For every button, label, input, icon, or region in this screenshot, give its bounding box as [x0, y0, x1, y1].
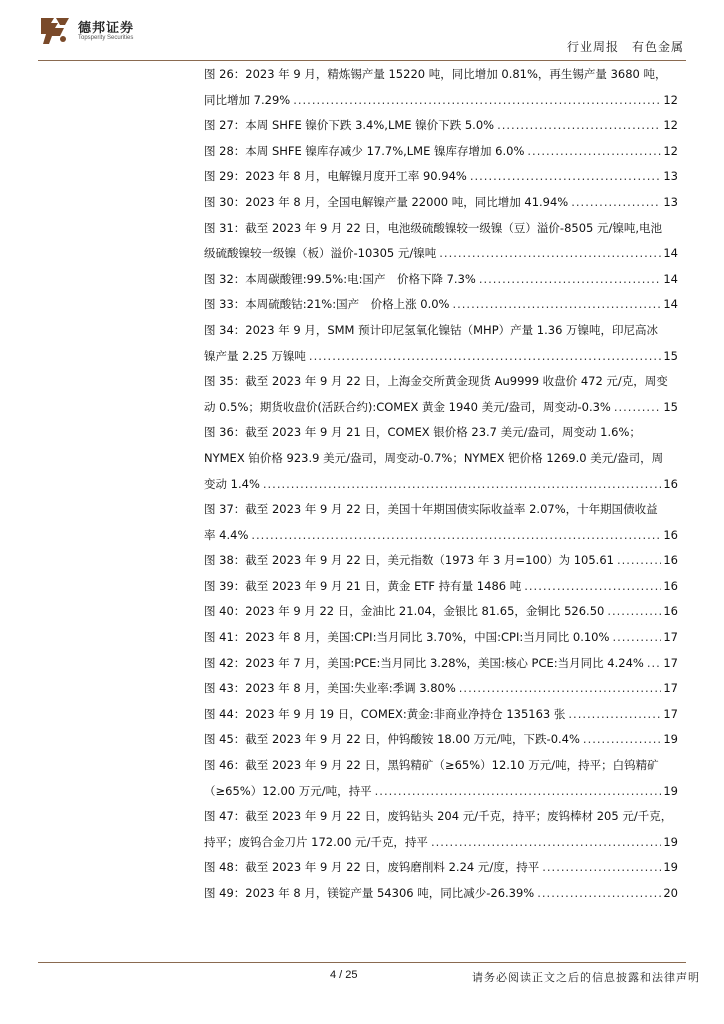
toc-entry-text: 图 40：2023 年 9 月 22 日，金油比 21.04，金银比 81.65，金铜比 526.50: [204, 604, 605, 619]
toc-entry[interactable]: [204, 881, 678, 907]
toc-entry[interactable]: [204, 727, 678, 753]
toc-leader-dots: [571, 190, 661, 216]
figure-list: [204, 62, 678, 907]
toc-entry[interactable]: [204, 267, 678, 293]
toc-entry[interactable]: [204, 164, 678, 190]
toc-entry[interactable]: [204, 651, 678, 677]
toc-page-number: 16: [663, 527, 678, 542]
toc-entry-line: [204, 420, 678, 446]
toc-page-number: 16: [663, 604, 678, 619]
toc-entry-line: [204, 830, 678, 856]
toc-entry-line: [204, 344, 678, 370]
toc-entry-line: [204, 216, 678, 242]
toc-entry[interactable]: [204, 139, 678, 165]
toc-entry-line: [204, 318, 678, 344]
company-name: 德邦证券: [78, 21, 135, 36]
toc-leader-dots: [583, 727, 661, 753]
toc-leader-dots: [607, 599, 661, 625]
toc-entry[interactable]: [204, 113, 678, 139]
toc-entry[interactable]: [204, 369, 678, 420]
toc-leader-dots: [459, 676, 662, 702]
toc-entry-line: [204, 292, 678, 318]
toc-leader-dots: [470, 164, 662, 190]
toc-entry-line: [204, 753, 678, 779]
toc-entry-text: 图 35：截至 2023 年 9 月 22 日，上海金交所黄金现货 Au9999 收盘价 472 元/克，周变: [204, 374, 668, 389]
toc-entry-line: [204, 267, 678, 293]
toc-page-number: 20: [663, 886, 678, 900]
toc-entry-text: 图 39：截至 2023 年 9 月 21 日，黄金 ETF 持有量 1486 吨: [204, 578, 522, 593]
toc-leader-dots: [614, 395, 662, 421]
toc-entry[interactable]: [204, 676, 678, 702]
toc-leader-dots: [309, 344, 661, 370]
toc-leader-dots: [568, 702, 661, 728]
toc-entry-line: [204, 164, 678, 190]
toc-entry-line: [204, 241, 678, 267]
toc-entry[interactable]: [204, 190, 678, 216]
toc-entry-line: [204, 779, 678, 805]
toc-page-number: 16: [663, 553, 678, 568]
toc-entry-line: [204, 574, 678, 600]
toc-entry-text: 图 48：截至 2023 年 9 月 22 日，废钨磨削料 2.24 元/度，持平: [204, 860, 540, 875]
toc-entry-text: 同比增加 7.29%: [204, 92, 291, 107]
page-number: 4 / 25: [330, 969, 358, 981]
toc-leader-dots: [497, 113, 661, 139]
toc-entry-text: 镍产量 2.25 万镍吨: [204, 348, 306, 363]
toc-entry-line: [204, 855, 678, 881]
toc-entry-text: NYMEX 铂价格 923.9 美元/盎司，周变动-0.7%；NYMEX 钯价格 1269.0 美元/盎司，周: [204, 450, 664, 465]
toc-entry-text: 图 41：2023 年 8 月，美国:CPI:当月同比 3.70%，中国:CPI:当月同比 0.10%: [204, 630, 610, 645]
toc-entry-text: 图 33：本周硫酸钴:21%:国产 价格上涨 0.0%: [204, 297, 450, 312]
toc-entry-line: [204, 446, 678, 472]
toc-entry-text: 图 30：2023 年 8 月，全国电解镍产量 22000 吨，同比增加 41.94%: [204, 194, 569, 209]
toc-page-number: 15: [663, 399, 678, 414]
toc-entry[interactable]: [204, 855, 678, 881]
toc-entry-text: 图 36：截至 2023 年 9 月 21 日，COMEX 银价格 23.7 美元/盎司，周变动 1.6%；: [204, 425, 641, 440]
toc-leader-dots: [617, 548, 661, 574]
toc-entry-line: [204, 472, 678, 498]
toc-entry[interactable]: [204, 497, 678, 548]
toc-entry-line: [204, 523, 678, 549]
toc-page-number: 19: [663, 860, 678, 875]
toc-entry-text: 图 38：截至 2023 年 9 月 22 日，美元指数（1973 年 3 月=100）为 105.61: [204, 553, 614, 568]
toc-page-number: 14: [663, 271, 678, 286]
toc-page-number: 19: [663, 834, 678, 849]
toc-page-number: 14: [663, 297, 678, 312]
toc-entry-line: [204, 497, 678, 523]
toc-entry-text: 图 26：2023 年 9 月，精炼锡产量 15220 吨，同比增加 0.81%，再生锡产量 3680 吨，: [204, 67, 667, 81]
toc-entry-text: 率 4.4%: [204, 527, 249, 542]
toc-entry-text: 动 0.5%；期货收盘价(活跃合约):COMEX 黄金 1940 美元/盎司，周变动-0.3%: [204, 399, 611, 414]
toc-entry-text: 图 34：2023 年 9 月，SMM 预计印尼氢氧化镍钴（MHP）产量 1.36 万镍吨，印尼高冰: [204, 322, 659, 337]
toc-entry[interactable]: [204, 548, 678, 574]
toc-entry-text: 变动 1.4%: [204, 476, 260, 491]
toc-entry[interactable]: [204, 599, 678, 625]
toc-entry-text: （≥65%）12.00 万元/吨，持平: [204, 783, 372, 798]
toc-page-number: 12: [663, 118, 678, 133]
toc-entry-line: [204, 190, 678, 216]
toc-entry[interactable]: [204, 625, 678, 651]
toc-entry[interactable]: [204, 420, 678, 497]
toc-leader-dots: [375, 779, 662, 805]
toc-entry-line: [204, 113, 678, 139]
toc-entry[interactable]: [204, 702, 678, 728]
toc-entry-text: 图 31：截至 2023 年 9 月 22 日，电池级硫酸镍较一级镍（豆）溢价-8505 元/镍吨,电池: [204, 220, 663, 235]
toc-entry[interactable]: [204, 62, 678, 113]
toc-page-number: 16: [663, 578, 678, 593]
toc-entry-line: [204, 548, 678, 574]
toc-page-number: 13: [663, 194, 678, 209]
toc-entry-text: 图 44：2023 年 9 月 19 日，COMEX:黄金:非商业净持仓 135163 张: [204, 706, 566, 721]
toc-page-number: 15: [663, 348, 678, 363]
toc-entry-text: 图 47：截至 2023 年 9 月 22 日，废钨钻头 204 元/千克，持平；废钨棒材 205 元/千克，: [204, 809, 673, 824]
toc-page-number: 17: [663, 630, 678, 645]
report-category: 行业周报 有色金属: [566, 40, 684, 54]
toc-entry-line: [204, 62, 678, 88]
toc-page-number: 13: [663, 169, 678, 184]
toc-entry-text: 图 29：2023 年 8 月，电解镍月度开工率 90.94%: [204, 169, 467, 184]
company-english-name: Topsperity Securities: [78, 35, 134, 41]
footer-divider: [38, 962, 686, 963]
toc-page-number: 12: [663, 92, 678, 107]
toc-leader-dots: [542, 855, 661, 881]
toc-entry-text: 图 28：本周 SHFE 镍库存减少 17.7%,LME 镍库存增加 6.0%: [204, 143, 525, 158]
toc-page-number: 17: [663, 706, 678, 721]
toc-leader-dots: [612, 625, 661, 651]
toc-entry[interactable]: [204, 753, 678, 804]
toc-page-number: 17: [663, 655, 678, 670]
toc-leader-dots: [439, 241, 661, 267]
toc-leader-dots: [293, 88, 661, 114]
toc-leader-dots: [431, 830, 661, 856]
toc-entry-text: 图 42：2023 年 7 月，美国:PCE:当月同比 3.28%，美国:核心 PCE:当月同比 4.24%: [204, 655, 644, 670]
toc-entry[interactable]: [204, 216, 678, 267]
disclaimer-note: 请务必阅读正文之后的信息披露和法律声明: [472, 971, 700, 984]
toc-page-number: 14: [663, 246, 678, 261]
toc-entry[interactable]: [204, 292, 678, 318]
toc-page-number: 19: [663, 732, 678, 747]
toc-entry-text: 图 27：本周 SHFE 镍价下跌 3.4%,LME 镍价下跌 5.0%: [204, 118, 495, 133]
toc-entry-line: [204, 727, 678, 753]
toc-entry-text: 持平；废钨合金刀片 172.00 元/千克，持平: [204, 834, 428, 849]
toc-leader-dots: [263, 472, 661, 498]
toc-entry-line: [204, 676, 678, 702]
toc-entry-line: [204, 395, 678, 421]
page-header: [38, 10, 686, 61]
toc-leader-dots: [479, 267, 662, 293]
toc-entry-text: 图 45：截至 2023 年 9 月 22 日，仲钨酸铵 18.00 万元/吨，下跌-0.4%: [204, 732, 580, 747]
toc-entry-line: [204, 88, 678, 114]
toc-entry-line: [204, 651, 678, 677]
toc-entry-line: [204, 804, 678, 830]
toc-entry-line: [204, 369, 678, 395]
toc-entry-text: 图 37：截至 2023 年 9 月 22 日，美国十年期国债实际收益率 2.07%，十年期国债收益: [204, 502, 658, 517]
toc-entry-text: 图 49：2023 年 8 月，镁锭产量 54306 吨，同比减少-26.39%: [204, 886, 535, 900]
company-logo: [38, 14, 188, 54]
toc-page-number: 12: [663, 143, 678, 158]
toc-leader-dots: [647, 651, 662, 677]
logo-mark-icon: [38, 14, 72, 48]
toc-page-number: 19: [663, 783, 678, 798]
toc-entry-text: 图 43：2023 年 8 月，美国:失业率:季调 3.80%: [204, 681, 456, 696]
toc-entry-line: [204, 599, 678, 625]
toc-leader-dots: [524, 574, 661, 600]
toc-entry[interactable]: [204, 574, 678, 600]
toc-page-number: 16: [663, 476, 678, 491]
toc-leader-dots: [527, 139, 661, 165]
toc-entry-line: [204, 702, 678, 728]
toc-leader-dots: [452, 292, 661, 318]
toc-entry-line: [204, 139, 678, 165]
toc-leader-dots: [537, 881, 661, 907]
toc-entry-text: 图 46：截至 2023 年 9 月 22 日，黑钨精矿（≥65%）12.10 万元/吨，持平；白钨精矿: [204, 758, 659, 773]
toc-leader-dots: [251, 523, 661, 549]
toc-entry-line: [204, 881, 678, 907]
toc-page-number: 17: [663, 681, 678, 696]
toc-entry[interactable]: [204, 804, 678, 855]
toc-entry-line: [204, 625, 678, 651]
toc-entry-text: 图 32：本周碳酸锂:99.5%:电:国产 价格下降 7.3%: [204, 271, 476, 286]
toc-entry-text: 级硫酸镍较一级镍（板）溢价-10305 元/镍吨: [204, 246, 437, 261]
toc-entry[interactable]: [204, 318, 678, 369]
